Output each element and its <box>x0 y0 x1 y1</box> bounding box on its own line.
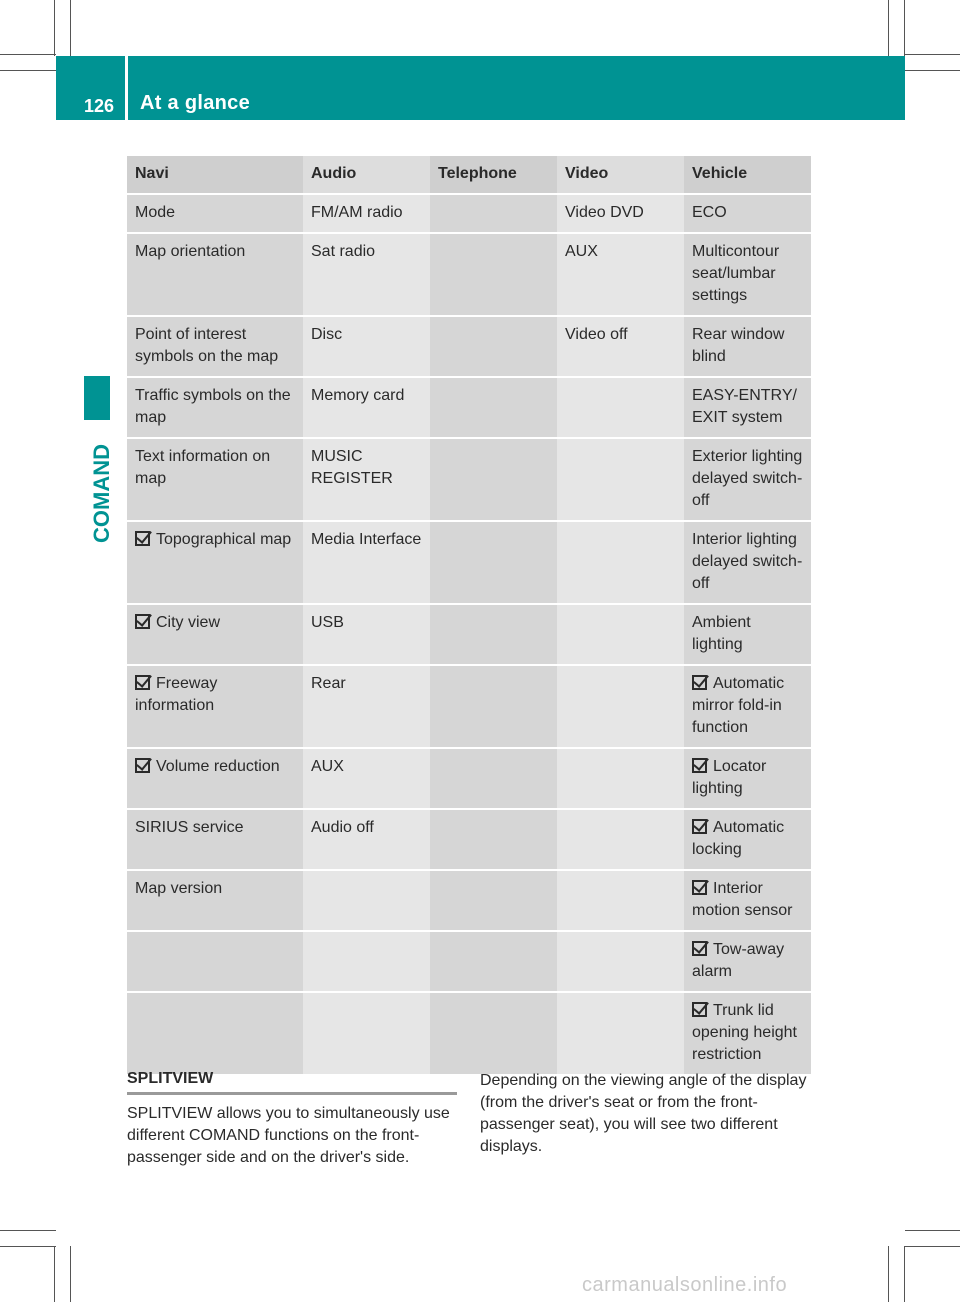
cell-text: Rear <box>311 675 346 692</box>
table-cell <box>430 234 557 317</box>
page-number: 126 <box>84 96 115 116</box>
section-title: At a glance <box>140 92 250 114</box>
cell-text: EASY-ENTRY/ EXIT system <box>692 387 797 426</box>
cell-text: Ambient lighting <box>692 614 751 653</box>
side-tab <box>84 376 110 420</box>
table-cell <box>557 810 684 871</box>
table-cell <box>430 810 557 871</box>
crop-mark <box>70 0 71 56</box>
table-row <box>127 932 811 993</box>
header-divider <box>125 56 128 120</box>
table-cell <box>430 439 557 522</box>
crop-mark <box>905 1230 960 1231</box>
table-cell <box>557 666 684 749</box>
table-cell <box>303 871 430 932</box>
table-row <box>127 871 811 932</box>
table-cell <box>127 522 303 605</box>
cell-text: Sat radio <box>311 243 376 260</box>
table-body <box>127 195 811 1076</box>
cell-text: Memory card <box>311 387 405 404</box>
table-cell <box>303 234 430 317</box>
table-cell <box>127 605 303 666</box>
crop-mark <box>0 1230 56 1231</box>
table-cell <box>684 317 811 378</box>
crop-mark <box>54 1246 55 1302</box>
table-cell <box>684 666 811 749</box>
cell-text: City view <box>156 614 221 631</box>
cell-text: Trunk lid opening height restriction <box>692 1002 797 1063</box>
table-cell <box>430 749 557 810</box>
table-cell <box>127 317 303 378</box>
table-row <box>127 605 811 666</box>
table-cell <box>303 666 430 749</box>
table-cell <box>127 234 303 317</box>
cell-text: Media Interface <box>311 531 422 548</box>
table-cell <box>127 932 303 993</box>
column-header: Navi <box>127 156 303 195</box>
table-cell <box>127 749 303 810</box>
cell-text: Exterior lighting delayed switch-off <box>692 448 803 509</box>
cell-text: Point of interest symbols on the map <box>135 326 279 365</box>
table-row <box>127 378 811 439</box>
column-header: Telephone <box>430 156 557 195</box>
table-cell <box>303 317 430 378</box>
cell-text: Audio off <box>311 819 374 836</box>
cell-text: Automatic mirror fold-in function <box>692 675 785 736</box>
table-cell <box>127 195 303 234</box>
table-cell <box>684 605 811 666</box>
table-cell <box>684 810 811 871</box>
checkbox-checked-icon <box>692 675 707 690</box>
table-cell <box>127 871 303 932</box>
table-cell <box>430 993 557 1076</box>
crop-mark <box>905 1246 960 1247</box>
cell-text: Freeway information <box>135 675 218 714</box>
table-cell <box>127 439 303 522</box>
table-cell <box>557 605 684 666</box>
table-row <box>127 993 811 1076</box>
menu-table <box>127 156 811 1076</box>
cell-text: AUX <box>311 758 344 775</box>
table-cell <box>127 993 303 1076</box>
table-cell <box>303 195 430 234</box>
table-row <box>127 195 811 234</box>
table-cell <box>557 378 684 439</box>
table-row <box>127 234 811 317</box>
cell-text: Disc <box>311 326 343 343</box>
table-cell <box>303 605 430 666</box>
cell-text: ECO <box>692 204 727 221</box>
table-cell <box>430 317 557 378</box>
table-cell <box>303 993 430 1076</box>
table-cell <box>303 522 430 605</box>
table-cell <box>430 932 557 993</box>
splitview-paragraph: Depending on the viewing angle of the display (from the driver's seat or from the front-passenger seat), you will see two different displays. <box>480 1072 807 1155</box>
cell-text: Mode <box>135 204 176 221</box>
table-cell <box>127 378 303 439</box>
cell-text: Video DVD <box>565 204 644 221</box>
table-cell <box>557 871 684 932</box>
table-cell <box>430 378 557 439</box>
table-cell <box>557 439 684 522</box>
table-cell <box>684 234 811 317</box>
table-cell <box>557 234 684 317</box>
table-cell <box>684 378 811 439</box>
table-row <box>127 439 811 522</box>
cell-text: Text information on map <box>135 448 271 487</box>
cell-text: Interior lighting delayed switch-off <box>692 531 803 592</box>
cell-text: Automatic locking <box>692 819 785 858</box>
table-cell <box>303 810 430 871</box>
cell-text: Traffic symbols on the map <box>135 387 291 426</box>
cell-text: USB <box>311 614 344 631</box>
checkbox-checked-icon <box>135 758 150 773</box>
column-header: Video <box>557 156 684 195</box>
crop-mark <box>905 70 960 71</box>
crop-mark <box>888 0 889 56</box>
table-cell <box>127 810 303 871</box>
checkbox-checked-icon <box>692 758 707 773</box>
checkbox-checked-icon <box>692 819 707 834</box>
crop-mark <box>0 54 56 55</box>
table-cell <box>303 749 430 810</box>
table-cell <box>684 749 811 810</box>
table-cell <box>684 195 811 234</box>
column-header: Audio <box>303 156 430 195</box>
table-cell <box>430 522 557 605</box>
crop-mark <box>905 54 960 55</box>
splitview-paragraph: SPLITVIEW allows you to simultaneously use different COMAND functions on the front-passenger side and on the driver's side. <box>127 1105 450 1166</box>
table-cell <box>430 871 557 932</box>
table-row <box>127 317 811 378</box>
checkbox-checked-icon <box>692 1002 707 1017</box>
splitview-heading: SPLITVIEW <box>127 1070 457 1095</box>
crop-mark <box>70 1246 71 1302</box>
crop-mark <box>904 1246 905 1302</box>
table-cell <box>684 439 811 522</box>
cell-text: MUSIC REGISTER <box>311 448 393 487</box>
table-cell <box>557 749 684 810</box>
crop-mark <box>0 1246 56 1247</box>
checkbox-checked-icon <box>135 614 150 629</box>
cell-text: Multicontour seat/lumbar settings <box>692 243 780 304</box>
table-cell <box>684 522 811 605</box>
table-cell <box>684 993 811 1076</box>
cell-text: Map orientation <box>135 243 246 260</box>
cell-text: Locator lighting <box>692 758 767 797</box>
cell-text: Tow-away alarm <box>692 941 785 980</box>
crop-mark <box>888 1246 889 1302</box>
table-cell <box>684 871 811 932</box>
column-header: Vehicle <box>684 156 811 195</box>
table-cell <box>430 195 557 234</box>
table-cell <box>684 932 811 993</box>
table-row <box>127 810 811 871</box>
table-cell <box>303 378 430 439</box>
checkbox-checked-icon <box>692 880 707 895</box>
table-cell <box>557 522 684 605</box>
table-cell <box>430 605 557 666</box>
cell-text: Rear window blind <box>692 326 785 365</box>
cell-text: Video off <box>565 326 628 343</box>
table-cell <box>430 666 557 749</box>
cell-text: Map version <box>135 880 223 897</box>
cell-text: FM/AM radio <box>311 204 403 221</box>
cell-text: Topographical map <box>156 531 292 548</box>
table-cell <box>303 932 430 993</box>
table-cell <box>557 993 684 1076</box>
checkbox-checked-icon <box>135 531 150 546</box>
crop-mark <box>0 70 56 71</box>
crop-mark <box>904 0 905 56</box>
side-label: COMAND <box>89 444 114 543</box>
table-row <box>127 749 811 810</box>
table-row <box>127 522 811 605</box>
table-cell <box>127 666 303 749</box>
cell-text: SIRIUS service <box>135 819 244 836</box>
checkbox-checked-icon <box>692 941 707 956</box>
cell-text: Interior motion sensor <box>692 880 793 919</box>
checkbox-checked-icon <box>135 675 150 690</box>
watermark: carmanualsonline.info <box>582 1274 788 1296</box>
table-cell <box>303 439 430 522</box>
cell-text: Volume reduction <box>156 758 280 775</box>
table-row <box>127 666 811 749</box>
table-cell <box>557 317 684 378</box>
table-cell <box>557 195 684 234</box>
table-cell <box>557 932 684 993</box>
table-header-row <box>127 156 811 195</box>
cell-text: AUX <box>565 243 598 260</box>
crop-mark <box>54 0 55 56</box>
